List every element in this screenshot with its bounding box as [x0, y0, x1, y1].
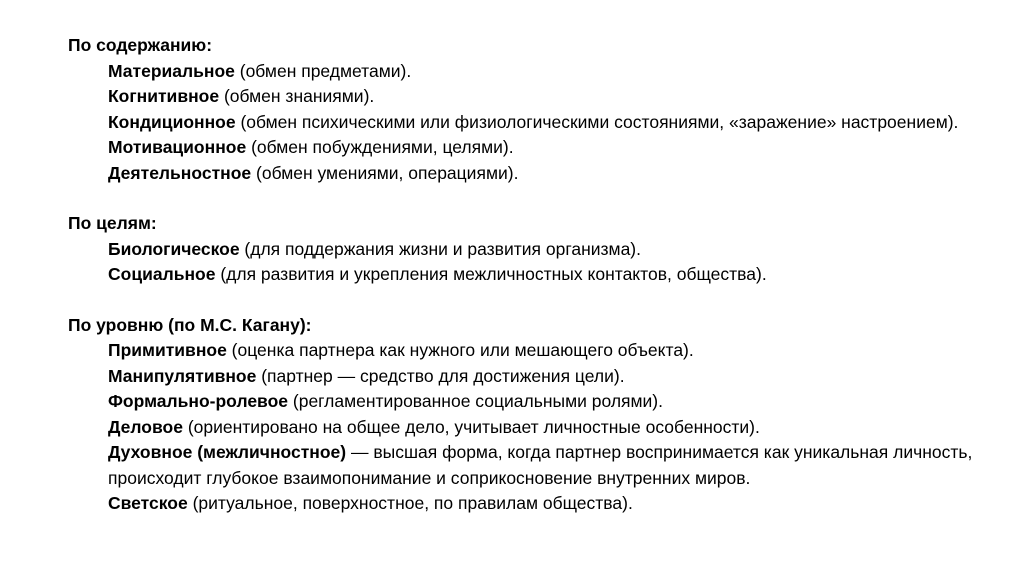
section-by-level — [68, 313, 988, 517]
item-description: (партнер — средство для достижения цели). — [256, 365, 625, 386]
list-item — [108, 364, 988, 390]
item-term: Духовное (межличностное) — [108, 442, 347, 462]
list-item — [108, 440, 988, 491]
section-by-content — [68, 33, 988, 186]
list-item — [108, 59, 988, 85]
list-item — [108, 110, 988, 136]
item-term: Материальное — [108, 60, 235, 81]
item-term: Кондиционное — [108, 111, 236, 132]
list-item — [108, 135, 988, 161]
list-item — [108, 338, 988, 364]
list-item — [108, 161, 988, 187]
item-term: Примитивное — [108, 340, 227, 360]
item-description: (оценка партнера как нужного или мешающего объекта). — [226, 340, 694, 360]
item-term: Формально-ролевое — [108, 391, 289, 411]
item-term: Биологическое — [108, 238, 240, 259]
item-description: (для развития и укрепления межличностных контактов, общества). — [215, 264, 767, 284]
item-description: (обмен знаниями). — [219, 86, 375, 106]
list-item — [108, 415, 988, 441]
section-heading: По уровню (по М.С. Кагану): — [68, 314, 312, 335]
item-description: (для поддержания жизни и развития организма). — [239, 238, 641, 259]
item-term: Социальное — [108, 264, 216, 284]
item-description: (обмен умениями, операциями). — [251, 162, 519, 183]
slide-content — [68, 33, 988, 542]
item-description: (обмен побуждениями, целями). — [246, 137, 514, 157]
item-description: (обмен психическими или физиологическими состояниями, «заражение» настроением). — [235, 111, 959, 132]
item-term: Деловое — [108, 416, 183, 437]
section-by-goals — [68, 211, 988, 288]
item-description: — высшая форма, когда партнер воспринимается как уникальная личность, происходит глубокое взаимопонимание и соприкосновение внутренних миров. — [108, 442, 973, 488]
list-item — [108, 84, 988, 110]
item-description: (обмен предметами). — [234, 60, 412, 81]
item-term: Когнитивное — [108, 86, 220, 106]
section-heading: По целям: — [68, 213, 157, 233]
list-item — [108, 237, 988, 263]
item-term: Светское — [108, 493, 188, 513]
section-heading: По содержанию: — [68, 35, 213, 55]
item-description: (регламентированное социальными ролями). — [288, 391, 664, 411]
item-description: (ритуальное, поверхностное, по правилам общества). — [187, 493, 633, 513]
item-term: Деятельностное — [108, 162, 252, 183]
item-description: (ориентировано на общее дело, учитывает личностные особенности). — [182, 416, 760, 437]
list-item — [108, 389, 988, 415]
item-term: Манипулятивное — [108, 365, 257, 386]
list-item — [108, 491, 988, 517]
list-item — [108, 262, 988, 288]
item-term: Мотивационное — [108, 137, 247, 157]
